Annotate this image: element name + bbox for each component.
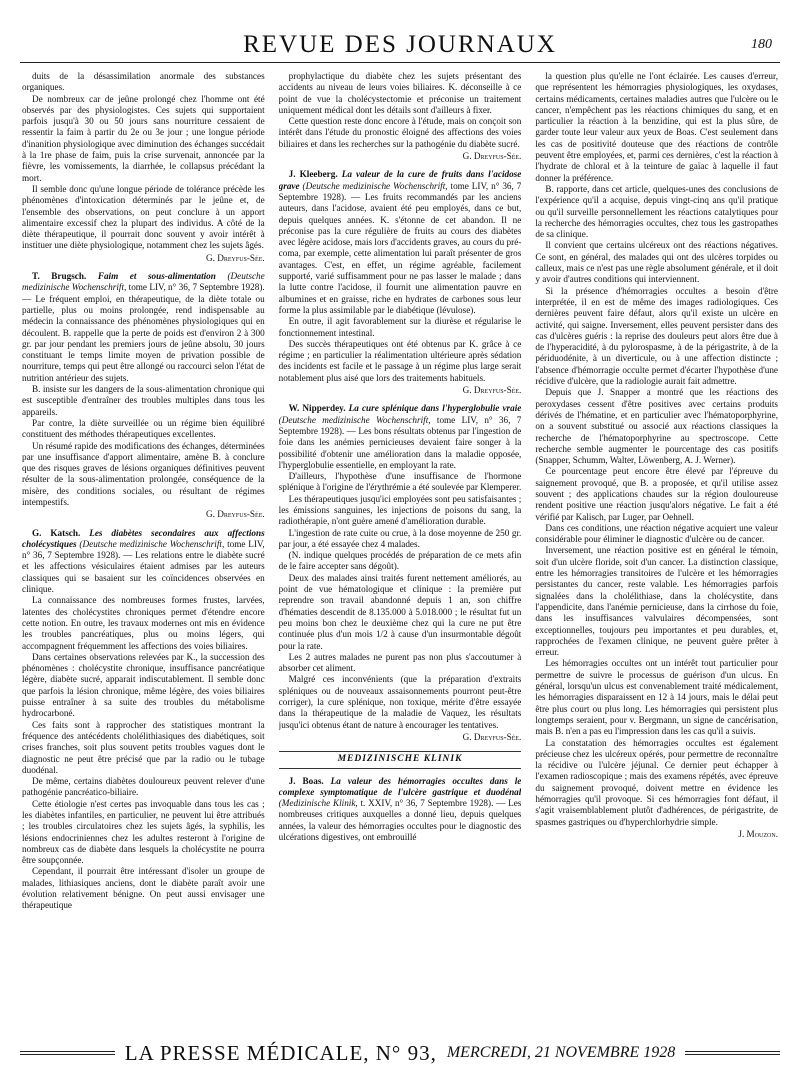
paragraph: Cependant, il pourrait être intéressant d'isoler un groupe de malades, lithiasiques anciens, dont le diabète paraît avoir une évolution relativement bénigne. On peut aussi envisager une thérapeutique — [22, 866, 265, 911]
paragraph: En outre, il agit favorablement sur la diurèse et régularise le fonctionnement intestinal. — [278, 316, 522, 338]
paragraph: Ces faits sont à rapprocher des statistiques montrant la fréquence des antécédents cholélithiasiques des diabétiques, soit crises franches, soit plus souvent petits troubles vagues dont le diagnostic ne peut être précisé que par la radio ou le tubage duodénal. — [22, 719, 265, 775]
paragraph: La connaissance des nombreuses formes frustes, larvées, latentes des cholécystites chroniques permet d'étendre encore cette notion. En outre, les travaux modernes ont mis en évidence les troubles pancréatiques, plus ou moins légers, qui accompagnent fréquemment les affections des voies biliaires. — [22, 595, 265, 651]
article-title: La valeur de la cure de fruits dans l'acidose grave — [278, 169, 522, 191]
paragraph: Des succès thérapeutiques ont été obtenus par K. grâce à ce régime ; en particulier la réalimentation ultérieure après sédation des incidents est facile et le passage à un régime plus large serait notablement plus aisé que lors des traitements habituels. — [278, 338, 522, 383]
signature: G. Dreyfus-Sée. — [462, 385, 522, 396]
article-title: Les diabètes secondaires aux affections cholécystiques — [22, 527, 265, 549]
article-text: tome LIV, n° 36, 7 Septembre 1928). — Le fréquent emploi, en thérapeutique, de la diète totale ou partielle, plus ou moins prolongée, rend indispensable au médecin la connaissance des phénomènes physiologiques qui en découlent. B. rappelle que la perte de poids est d'environ 2 à 300 gr. par jour pendant les premiers jours de jeûne absolu, 30 jours constituant le temps limite moyen de privation possible de nourriture, temps qui peut être allongé ou raccourci selon l'état de nutrition antérieur des sujets. — [22, 282, 265, 383]
article-text: tome LIV, n° 36, 7 Septembre 1928). — Les fruits recommandés par les anciens auteurs, dans l'acidose, avaient été peu employés, dans ce but, depuis quelques années. K. s'étonne de cet abandon. Il ne préconise pas la cure régulière de fruits au cours des diabètes avec légère acidose, mais lors d'accidents graves, au cours du pré-coma, par exemple, cette alimentation lui paraît présenter de gros avantages. C'est, en effet, un régime agréable, facilement supporté, varié suffisamment pour ne pas lasser le malade ; dans la lutte contre l'acidose, il fournit une alimentation pauvre en albumines et en graisse, riche en hydrates de carbones sous leur forme la plus assimilable par le diabétique (lévulose). — [278, 180, 522, 315]
paragraph: De nombreux car de jeûne prolongé chez l'homme ont été observés par des physiologistes. Ces sujets qui supportaient parfois jusqu'à 30 ou 50 jours sans nourriture cessaient de ressentir la faim à partir du 2e ou 3e jour ; une longue période d'inanition physiologique avec diminution des échanges succédait à la 1re phase de faim, puis la crise survenait, annoncée par la fièvre, les vomissements, la diarrhée, le collapsus précédant la mort. — [22, 93, 265, 183]
paragraph: La constatation des hémorragies occultes est également précieuse chez les ulcéreux opérés, pour permettre de reconnaître la récidive ou l'ulcère jéjunal. Ce dernier peut échapper à l'examen radioscopique ; mais des examens répétés, avec épreuve du saignement provoqué, doivent mettre en évidence les hémorragies qu'il provoque. Si ces hémorragies font défaut, il s'agit vraisemblablement plutôt d'adhérences, de périgastrite, de spasmes gastriques ou d'hyperchlorhydrie simple. — [535, 737, 778, 827]
paragraph: prophylactique du diabète chez les sujets présentant des accidents au niveau de leurs voies biliaires. K. déconseille à ce point de vue la cholécystectomie et préconise un traitement uniquement médical dont les détails sont d'ailleurs à fixer. — [278, 71, 522, 115]
article-author: J. Kleeberg. — [288, 169, 338, 180]
paragraph: Deux des malades ainsi traités furent nettement améliorés, au point de vue hématologique et clinique : la première put reprendre son travail abandonné depuis 1 an, son chiffre d'hématies descendit de 8.135.000 à 5.018.000 ; le résultat fut un peu moins bon chez le deuxième chez qui la cure ne put être continuée plus d'un mois 1/2 à cause d'un insurmontable dégoût pour la rate. — [278, 572, 522, 651]
journal-section-title: REVUE DES JOURNAUX — [243, 31, 557, 58]
paragraph: Il convient que certains ulcéreux ont des réactions négatives. Ce sont, en général, des malades qui ont des ulcères torpides ou calleux, mais ce n'est pas une règle absolument générale, et il doit y avoir d'autres conditions qui interviennent. — [535, 240, 778, 285]
article-source: (Deutsche medizinische Wochenschrift, — [302, 180, 448, 191]
signature: J. Mouzon. — [738, 828, 778, 839]
paragraph: Les thérapeutiques jusqu'ici employées sont peu satisfaisantes ; les émissions sanguines, les injections de poisons du sang, la radiothérapie, n'ont guère amené d'amélioration durable. — [278, 493, 522, 527]
paragraph: duits de la désassimilation anormale des substances organiques. — [22, 71, 265, 93]
column-middle — [279, 71, 522, 1031]
article-start — [279, 403, 522, 471]
article-author: W. Nipperdey. — [288, 403, 346, 414]
article-source: (Deutsche medizinische Wochenschrift, — [79, 538, 225, 549]
paragraph: Dans certaines observations relevées par K., la succession des phénomènes : cholécystite chronique, insuffisance pancréatique légère, diabète sucré, apparait indiscutablement. Il semble donc que parfois la lésion chronique, même légère, des voies biliaires puisse entraîner à sa suite des troubles du métabolisme hydrocarboné. — [22, 651, 265, 719]
footer-rule-right — [685, 1051, 780, 1055]
paragraph: De même, certains diabètes douloureux peuvent relever d'une pathogénie pancréatico-biliaire. — [22, 776, 265, 798]
page-header — [20, 6, 780, 64]
signature: G. Dreyfus-Sée. — [206, 509, 265, 520]
signature: G. Dreyfus-Sée. — [462, 151, 522, 162]
paragraph: D'ailleurs, l'hypothèse d'une insuffisance de l'hormone splénique à l'origine de l'érythrémie a été soulevée par Klemperer. — [278, 471, 522, 493]
page-footer — [20, 1038, 780, 1068]
article-source: (Deutsche medizinische Wochenschrift, — [278, 414, 431, 425]
section-heading: MEDIZINISCHE KLINIK — [279, 751, 522, 768]
paragraph: Dans ces conditions, une réaction négative acquiert une valeur considérable pour éliminer le diagnostic d'ulcère ou de cancer. — [535, 522, 778, 545]
paragraph: Depuis que J. Snapper a montré que les réactions des peroxydases cessent d'être positives avec certains produits dérivés de l'hématine, et en particulier avec l'hématoporphyrine, on a souvent substitué ou associé aux réactions classiques la recherche de l'hématoporphyrine au spectroscope. Cette recherche semble augmenter le pourcentage des cas positifs (Snapper, Schumm, Walter, Löwenberg, A. J. Werner). — [535, 387, 778, 466]
signature: G. Dreyfus-Sée. — [462, 731, 522, 742]
paragraph: (N. indique quelques procédés de préparation de ce mets afin de le faire accepter sans dégoût). — [278, 550, 522, 572]
paragraph: Malgré ces inconvénients (que la préparation d'extraits spléniques ou de nouveaux assaisonnements pourront peut-être corriger), la cure splénique, non toxique, mérite d'être essayée dans la thérapeutique de la maladie de Vaquez, les résultats jusqu'ici obtenus étant de nature à encourager les tentatives. — [278, 674, 522, 730]
paragraph: L'ingestion de rate cuite ou crue, à la dose moyenne de 250 gr. par jour, a été essayée chez 4 malades. — [278, 527, 522, 549]
article-author: G. Katsch. — [32, 527, 81, 538]
column-right — [535, 71, 778, 1031]
article-text: tome LIV, n° 36, 7 Septembre 1928). — Les relations entre le diabète sucré et les affections vésiculaires étaient admises par les auteurs classiques qui se basaient sur les coïncidences observées en clinique. — [22, 538, 265, 595]
paragraph: Par contre, la diète surveillée ou un régime bien équilibré constituent des méthodes thérapeutiques excellentes. — [22, 417, 265, 440]
article-text: tome LIV, n° 36, 7 Septembre 1928). — Les bons résultats obtenus par l'ingestion de foie dans les anémies pernicieuses devaient faire songer à la possibilité d'obtenir une amélioration dans la maladie opposée, l'hyperglobulie essentielle, en employant la rate. — [278, 414, 522, 470]
page-number: 180 — [751, 37, 772, 52]
article-start — [22, 271, 265, 384]
article-title: La cure splénique dans l'hyperglobulie vraie — [348, 403, 522, 414]
article-source: (Deutsche medizinische Wochenschrift, — [22, 271, 265, 293]
footer-journal: LA PRESSE MÉDICALE, N° 93, — [124, 1040, 437, 1065]
paragraph: Si la présence d'hémorragies occultes a besoin d'être interprétée, il en est de même des images radiologiques. Ces dernières peuvent faire défaut, alors qu'il existe un ulcère en activité, qui saigne. Inversement, elles peuvent persister dans des cas d'ulcères guéris : la reprise des douleurs peut alors être due à de l'hyperacidité, à du pylorospasme, à de la périgastrite, à de la périduodénite, à un diverticule, ou à une affection distincte ; l'absence d'hémorragie occulte permet d'écarter l'hypothèse d'une récidive d'ulcère, que la radiologie aurait fait admettre. — [535, 285, 778, 387]
article-text: t. XXIV, n° 36, 7 Septembre 1928). — Les nombreuses critiques auxquelles a donné lieu, depuis quelques années, la valeur des hémorragies occultes pour le diagnostic des ulcérations digestives, ont embrouillé — [278, 798, 522, 842]
article-start — [279, 169, 522, 316]
article-start — [22, 528, 265, 596]
footer-date: MERCREDI, 21 NOVEMBRE 1928 — [446, 1044, 676, 1061]
paragraph: Les hémorragies occultes ont un intérêt tout particulier pour permettre de suivre le processus de guérison d'un ulcus. En général, lorsqu'un ulcus est convenablement traité médicalement, les hémorragies disparaissent en 12 à 14 jours, mais le délai peut être plus court ou plus long. Les hémorragies qui persistent plus longtemps seraient, pour v. Bergmann, un signe de cancérisation, mais B. n'en a pas eu l'impression dans les cas qu'il a suivis. — [535, 658, 778, 737]
paragraph: Cette question reste donc encore à l'étude, mais on conçoit son intérêt dans l'étude du pronostic éloigné des affections des voies biliaires et dans les recherches sur la pathogénie du diabète sucré. — [278, 116, 522, 149]
article-title: La valeur des hémorragies occultes dans le complexe symptomatique de l'ulcère gastrique et duodénal — [278, 775, 522, 797]
paragraph: la question plus qu'elle ne l'ont éclairée. Les causes d'erreur, que représentent les hémorragies physiologiques, les oxydases, certains médicaments, certaines maladies autres que l'ulcère ou le cancer, n'empêchent pas les réactions chimiques du sang, et en particulier la réaction à la benzidine, qui est la plus sûre, de garder toute leur valeur aux yeux de Boas. C'est seulement dans les cas de positivité douteuse que des réactions de contrôle peuvent être employées, et, parmi ces dernières, c'est la réaction à l'hydrate de chloral et à la teinture de gaïac à laquelle il faut donner la préférence. — [535, 71, 778, 183]
article-source: (Medizinische Klinik, — [278, 798, 358, 809]
paragraph: Un résumé rapide des modifications des échanges, déterminées par une insuffisance d'apport alimentaire, amène B. à conclure que des risques graves de lésions organiques définitives peuvent résulter de la sous-alimentation prolongée, conséquence de la misère, des conditions sociales, ou résultant de régimes intempestifs. — [22, 440, 265, 507]
paragraph: Il semble donc qu'une longue période de tolérance précède les phénomènes d'intoxication déterminés par le jeûne et, de l'ensemble des observations, on peut conclure à un apport alimentaire excessif chez la plupart des individus. A côté de la diète thérapeutique, il pourrait donc souvent y avoir intérêt à instituer une diète physiologique, notamment chez les sujets âgés. — [22, 183, 265, 251]
article-author: T. Brugsch. — [32, 271, 87, 282]
paragraph: Inversement, une réaction positive est en général le témoin, soit d'un ulcère floride, soit d'un cancer. La distinction classique, entre les hémorragies transitoires de l'ulcère et les hémorragies persistantes du cancer, reste valable. Les hémorragies parfois signalées dans la cholélithiase, dans la cholécystite, dans l'appendicite, dans l'anémie pernicieuse, dans la cirrhose du foie, dans les insuffisances valvulaires décompensées, sont exceptionnelles, toujours peu importantes et peu durables, et, rapprochées de l'examen clinique, ne peuvent guère prêter à erreur. — [535, 545, 778, 658]
article-start — [279, 776, 522, 844]
article-columns — [22, 71, 778, 1031]
paragraph: Ce pourcentage peut encore être élevé par l'épreuve du saignement provoqué, que B. a proposée, et qu'il utilise assez souvent ; des applications chaudes sur la région douloureuse rendent positive une réaction jusqu'alors négative. Le fait a été vérifié par Kalisch, par Luger, par Oehnell. — [535, 466, 778, 522]
header-rule — [20, 62, 780, 63]
paragraph: B. rapporte, dans cet article, quelques-unes des conclusions de l'expérience qu'il a acquise, depuis vingt-cinq ans qu'il pratique ou qu'il surveille personnellement les réactions catalytiques pour la recherche des hémorragies occultes, chez tous les gastropathes de sa clinique. — [535, 183, 778, 240]
paragraph: B. insiste sur les dangers de la sous-alimentation chronique qui est susceptible d'entraîner des troubles multiples dans tous les appareils. — [22, 384, 265, 417]
paragraph: Cette étiologie n'est certes pas invoquable dans tous les cas ; les diabètes infantiles, en particulier, ne peuvent lui être attribués ; les troubles circulatoires chez les sujets âgés, la syphilis, les lésions endocriniennes chez les adultes resteront à l'origine de nombreux cas de diabète dans lesquels la cholécystite ne pourra être soupçonnée. — [22, 798, 265, 866]
column-left — [22, 71, 265, 1031]
signature: G. Dreyfus-Sée. — [206, 252, 265, 263]
paragraph: Les 2 autres malades ne purent pas non plus s'accoutumer à absorber cet aliment. — [278, 651, 522, 674]
article-author: J. Boas. — [288, 775, 324, 786]
article-title: Faim et sous-alimentation — [97, 271, 216, 282]
footer-rule-left — [20, 1051, 115, 1055]
